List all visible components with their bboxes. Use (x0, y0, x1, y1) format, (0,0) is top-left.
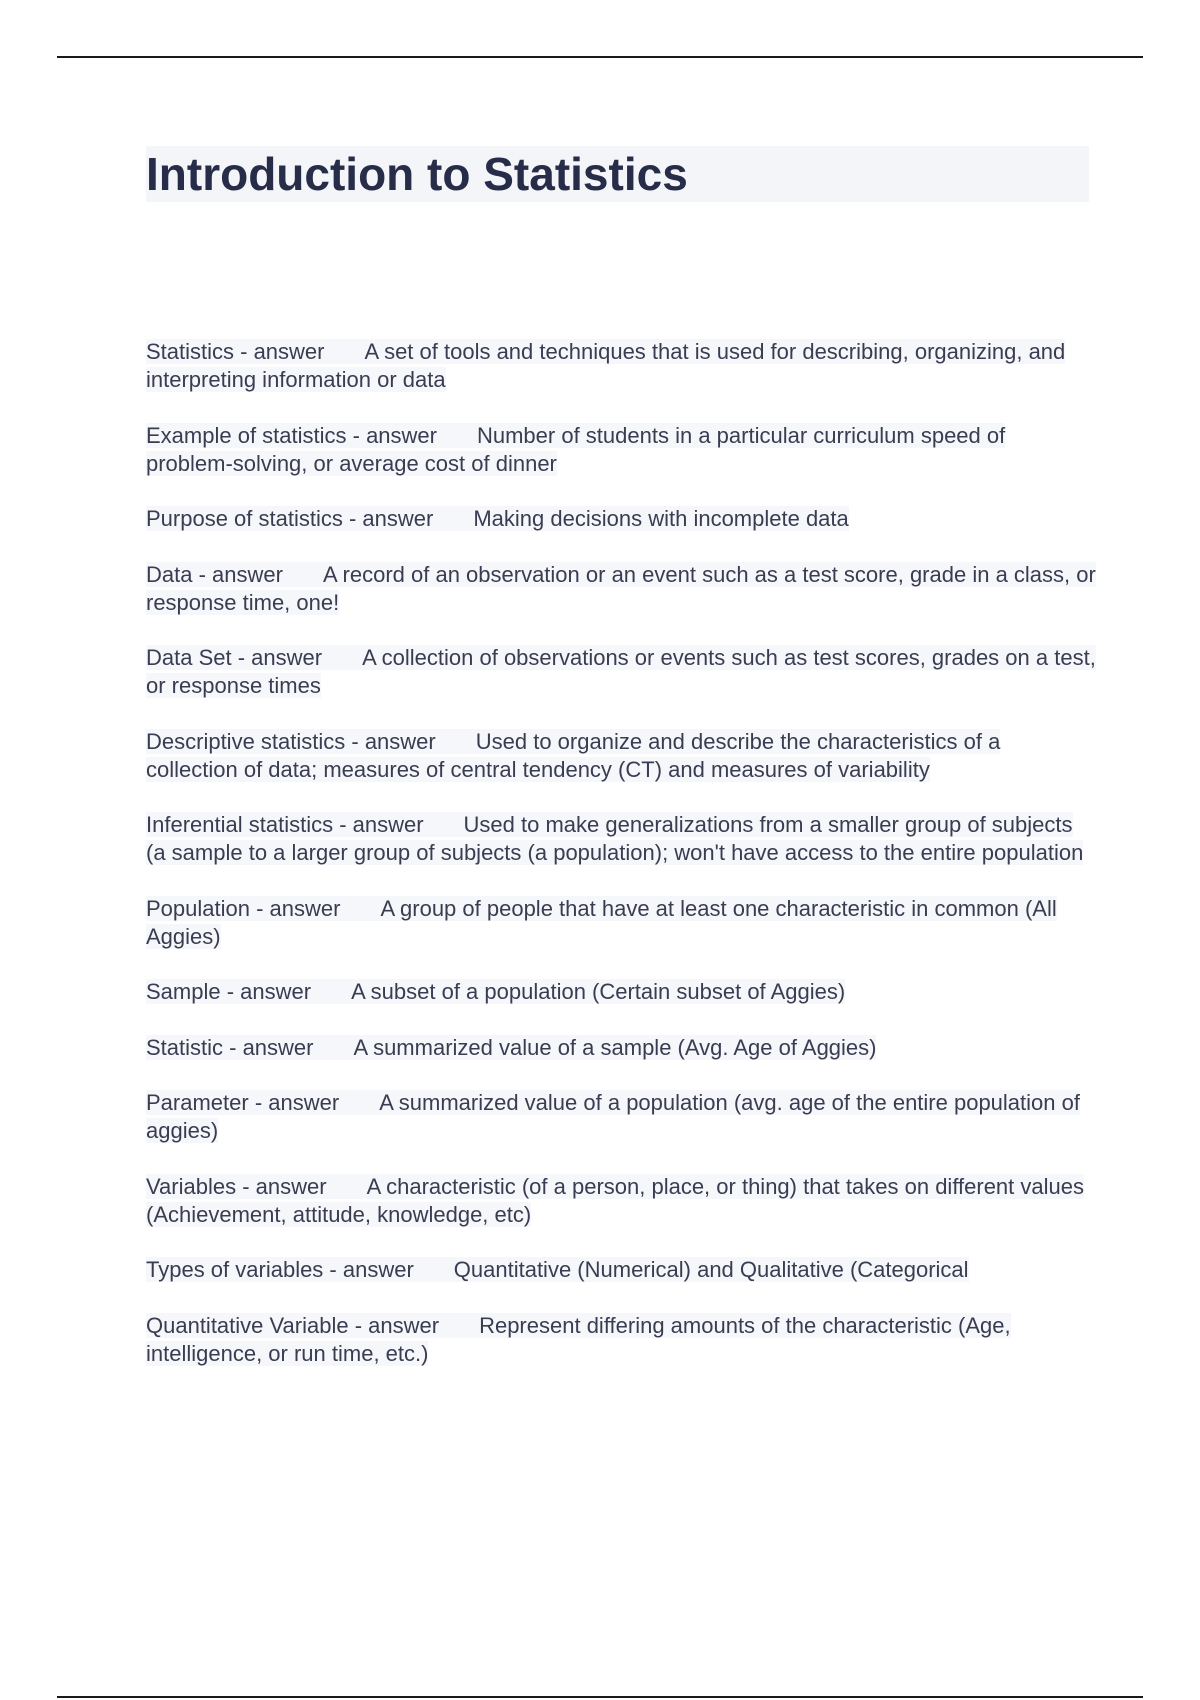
qa-definition: A summarized value of a population (avg. age of the entire population of aggies) (146, 1090, 1080, 1143)
bottom-rule (57, 1696, 1143, 1698)
qa-term: Example of statistics - answer (146, 423, 477, 448)
qa-item (146, 561, 1096, 617)
qa-definition: A set of tools and techniques that is used for describing, organizing, and interpreting information or data (146, 339, 1066, 392)
qa-term: Variables - answer (146, 1174, 367, 1199)
qa-definition: A record of an observation or an event such as a test score, grade in a class, or response time, one! (146, 561, 1096, 615)
qa-definition: Making decisions with incomplete data (473, 506, 849, 531)
qa-item (146, 1089, 1096, 1145)
qa-term: Data Set - answer (146, 645, 362, 670)
qa-definition: Used to make generalizations from a smaller group of subjects (a sample to a larger group of subjects (a population); won't have access to the entire population (146, 812, 1084, 865)
qa-definition: Quantitative (Numerical) and Qualitative (Categorical (453, 1257, 969, 1282)
qa-definition: Used to organize and describe the characteristics of a collection of data; measures of central tendency (CT) and measures of variability (146, 728, 1001, 782)
qa-term: Descriptive statistics - answer (146, 729, 476, 754)
qa-item (146, 811, 1096, 867)
qa-item (146, 895, 1096, 951)
qa-term: Population - answer (146, 896, 380, 921)
qa-item (146, 1173, 1096, 1229)
qa-item (146, 1312, 1096, 1368)
qa-term: Sample - answer (146, 979, 351, 1004)
qa-item (146, 978, 1096, 1006)
qa-item (146, 1256, 1096, 1284)
qa-item (146, 505, 1096, 533)
qa-definition: A characteristic (of a person, place, or thing) that takes on different values (Achievement, attitude, knowledge, etc) (146, 1173, 1084, 1227)
qa-item (146, 338, 1096, 394)
qa-definition: Represent differing amounts of the characteristic (Age, intelligence, or run time, etc.) (146, 1312, 1011, 1366)
qa-list (146, 338, 1096, 1395)
qa-item (146, 1034, 1096, 1062)
top-rule (57, 56, 1143, 58)
qa-term: Types of variables - answer (146, 1257, 454, 1282)
qa-definition: Number of students in a particular curriculum speed of problem-solving, or average cost of dinner (146, 422, 1006, 476)
qa-term: Inferential statistics - answer (146, 812, 464, 837)
qa-term: Statistic - answer (146, 1035, 354, 1060)
qa-definition: A summarized value of a sample (Avg. Age of Aggies) (353, 1034, 877, 1060)
qa-definition: A collection of observations or events such as test scores, grades on a test, or response times (146, 645, 1096, 698)
qa-definition: A group of people that have at least one characteristic in common (All Aggies) (146, 895, 1057, 949)
page-title: Introduction to Statistics (146, 148, 688, 200)
qa-term: Data - answer (146, 562, 323, 587)
qa-term: Purpose of statistics - answer (146, 506, 473, 531)
qa-definition: A subset of a population (Certain subset of Aggies) (351, 979, 846, 1004)
qa-item (146, 422, 1096, 478)
qa-term: Quantitative Variable - answer (146, 1313, 479, 1338)
qa-term: Statistics - answer (146, 339, 365, 364)
qa-item (146, 644, 1096, 700)
qa-term: Parameter - answer (146, 1090, 379, 1115)
qa-item (146, 728, 1096, 784)
